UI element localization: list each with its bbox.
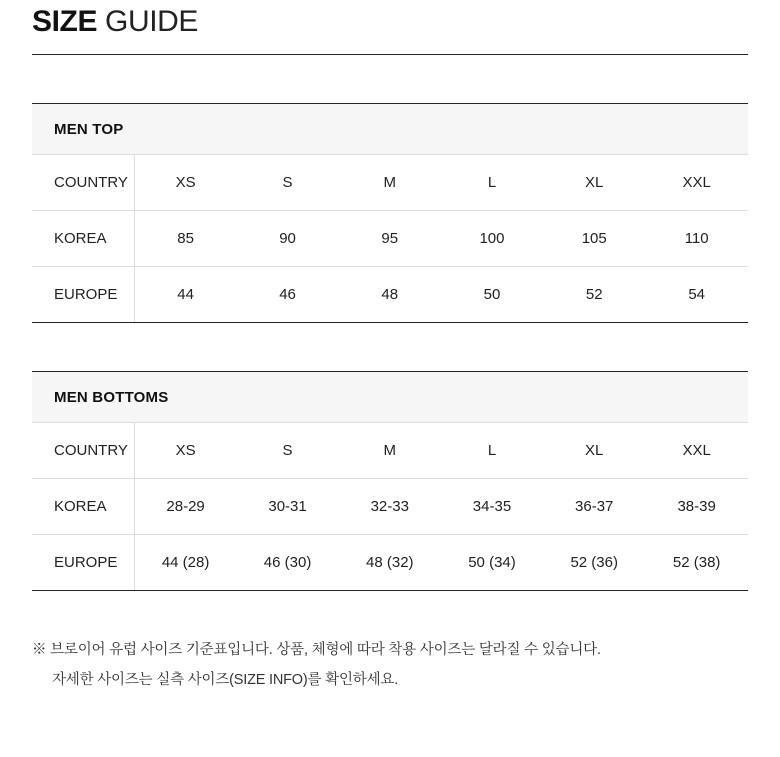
table-cell: 52 (38) bbox=[645, 535, 748, 591]
size-note-line-2: 자세한 사이즈는 실측 사이즈(SIZE INFO)를 확인하세요. bbox=[52, 672, 399, 688]
page-title-light: GUIDE bbox=[105, 5, 199, 38]
row-label: EUROPE bbox=[32, 535, 134, 591]
title-divider bbox=[32, 54, 748, 55]
page-title-text bbox=[32, 2, 748, 42]
table-cell: XL bbox=[543, 423, 645, 479]
men-top-table-section bbox=[32, 103, 748, 323]
men-bottoms-table-section bbox=[32, 371, 748, 591]
table-cell: 36-37 bbox=[543, 479, 645, 535]
table-cell: L bbox=[441, 423, 543, 479]
table-cell: 32-33 bbox=[339, 479, 441, 535]
table-cell: L bbox=[441, 155, 543, 211]
table-row bbox=[32, 267, 748, 323]
table-cell: M bbox=[339, 423, 441, 479]
table-cell: 48 bbox=[339, 267, 441, 323]
table-row bbox=[32, 423, 748, 479]
table-cell: 48 (32) bbox=[339, 535, 441, 591]
row-label: KOREA bbox=[32, 211, 134, 267]
row-label: COUNTRY bbox=[32, 423, 134, 479]
table-cell: XS bbox=[134, 423, 236, 479]
table-cell: 52 (36) bbox=[543, 535, 645, 591]
table-cell: 90 bbox=[236, 211, 338, 267]
table-cell: 105 bbox=[543, 211, 645, 267]
table-cell: 52 bbox=[543, 267, 645, 323]
table-cell: XS bbox=[134, 155, 236, 211]
table-section-header-row bbox=[32, 372, 748, 423]
table-row bbox=[32, 211, 748, 267]
row-label: KOREA bbox=[32, 479, 134, 535]
table-cell: XXL bbox=[645, 155, 748, 211]
table-cell: 50 (34) bbox=[441, 535, 543, 591]
table-cell: XL bbox=[543, 155, 645, 211]
table-cell: S bbox=[236, 155, 338, 211]
table-cell: 54 bbox=[645, 267, 748, 323]
table-cell: 30-31 bbox=[236, 479, 338, 535]
table-row bbox=[32, 155, 748, 211]
table-cell: 46 bbox=[236, 267, 338, 323]
table-cell: 44 (28) bbox=[134, 535, 236, 591]
men-bottoms-table bbox=[32, 371, 748, 591]
table-cell: 44 bbox=[134, 267, 236, 323]
size-note bbox=[32, 635, 748, 695]
table-cell: 46 (30) bbox=[236, 535, 338, 591]
table-section-header-row bbox=[32, 104, 748, 155]
size-note-line-1: ※ 브로이어 유럽 사이즈 기준표입니다. 상품, 체형에 따라 착용 사이즈는 달라질 수 있습니다. bbox=[32, 642, 601, 658]
table-cell: 28-29 bbox=[134, 479, 236, 535]
table-row bbox=[32, 535, 748, 591]
table-cell: 95 bbox=[339, 211, 441, 267]
table-cell: 50 bbox=[441, 267, 543, 323]
page-title bbox=[32, 0, 748, 55]
table-cell: S bbox=[236, 423, 338, 479]
table-cell: M bbox=[339, 155, 441, 211]
men-top-table bbox=[32, 103, 748, 323]
page-title-bold: SIZE bbox=[32, 5, 98, 38]
men-top-heading: MEN TOP bbox=[32, 104, 748, 155]
row-label: EUROPE bbox=[32, 267, 134, 323]
table-cell: 110 bbox=[645, 211, 748, 267]
table-cell: 85 bbox=[134, 211, 236, 267]
table-cell: XXL bbox=[645, 423, 748, 479]
table-cell: 100 bbox=[441, 211, 543, 267]
table-row bbox=[32, 479, 748, 535]
row-label: COUNTRY bbox=[32, 155, 134, 211]
men-bottoms-heading: MEN BOTTOMS bbox=[32, 372, 748, 423]
table-cell: 34-35 bbox=[441, 479, 543, 535]
table-cell: 38-39 bbox=[645, 479, 748, 535]
